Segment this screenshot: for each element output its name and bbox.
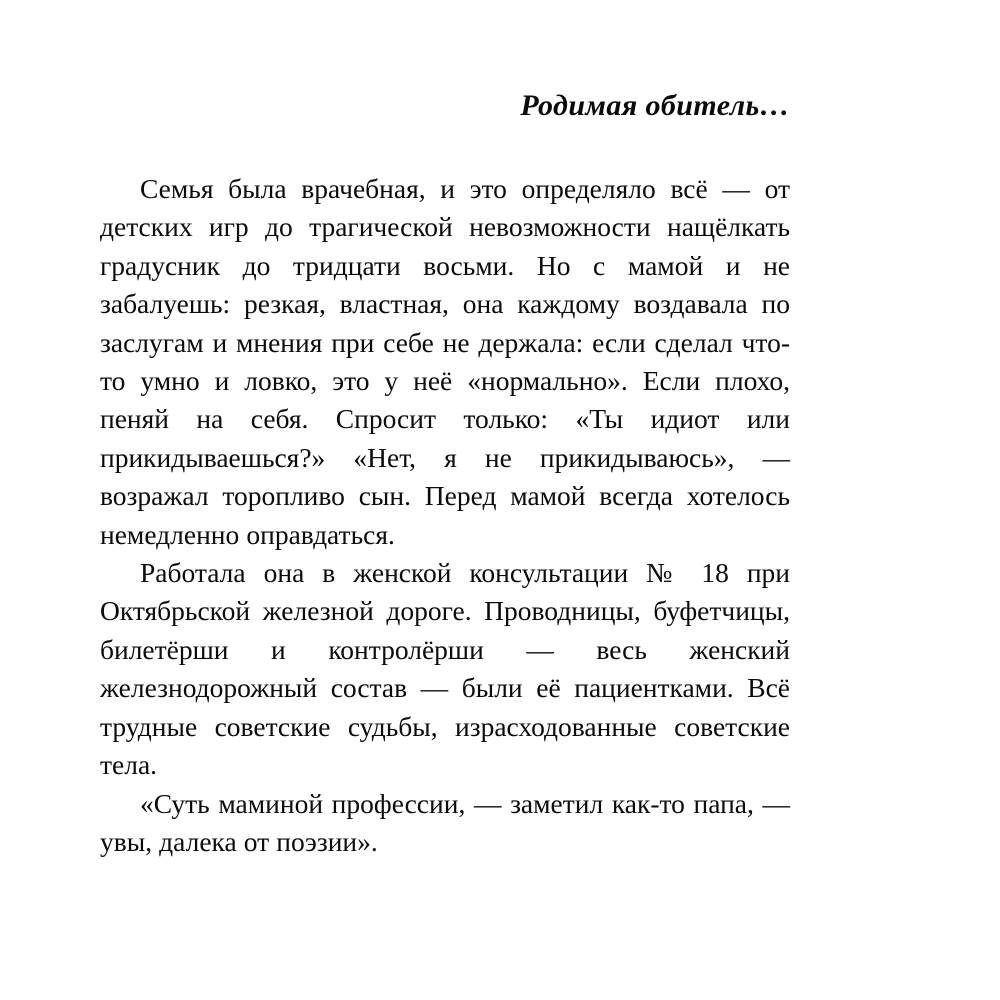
body-text [100,124,790,861]
paragraph-3: «Суть маминой профессии, — заметил как-то папа, — увы, далека от поэзии». [100,787,790,857]
paragraph-1: Семья была врачебная, и это определяло всё — от детских игр до трагической невозможности нащёлкать градусник до тридцати восьми. Но с мамой и не забалуешь: резкая, властная, она каждому воздавала по заслугам и мнения при себе не держала: если сделал что-то умно и ловко, это у неё «нормально». Если плохо, пеняй на себя. Спросит только: «Ты идиот или прикидываешься?» «Нет, я не прикидываюсь», — возражал торопливо сын. Перед мамой всегда хотелось немедленно оправдаться. [100,173,790,550]
chapter-title: Родимая обитель… [520,89,790,122]
paragraph-2: Работала она в женской консультации № 18 при Октябрьской железной дороге. Проводницы, буфетчицы, билетёрши и контролёрши — весь женский железнодорожный состав — были её пациентками. Всё трудные советские судьбы, израсходованные советские тела. [100,557,790,781]
page-content [100,0,790,861]
